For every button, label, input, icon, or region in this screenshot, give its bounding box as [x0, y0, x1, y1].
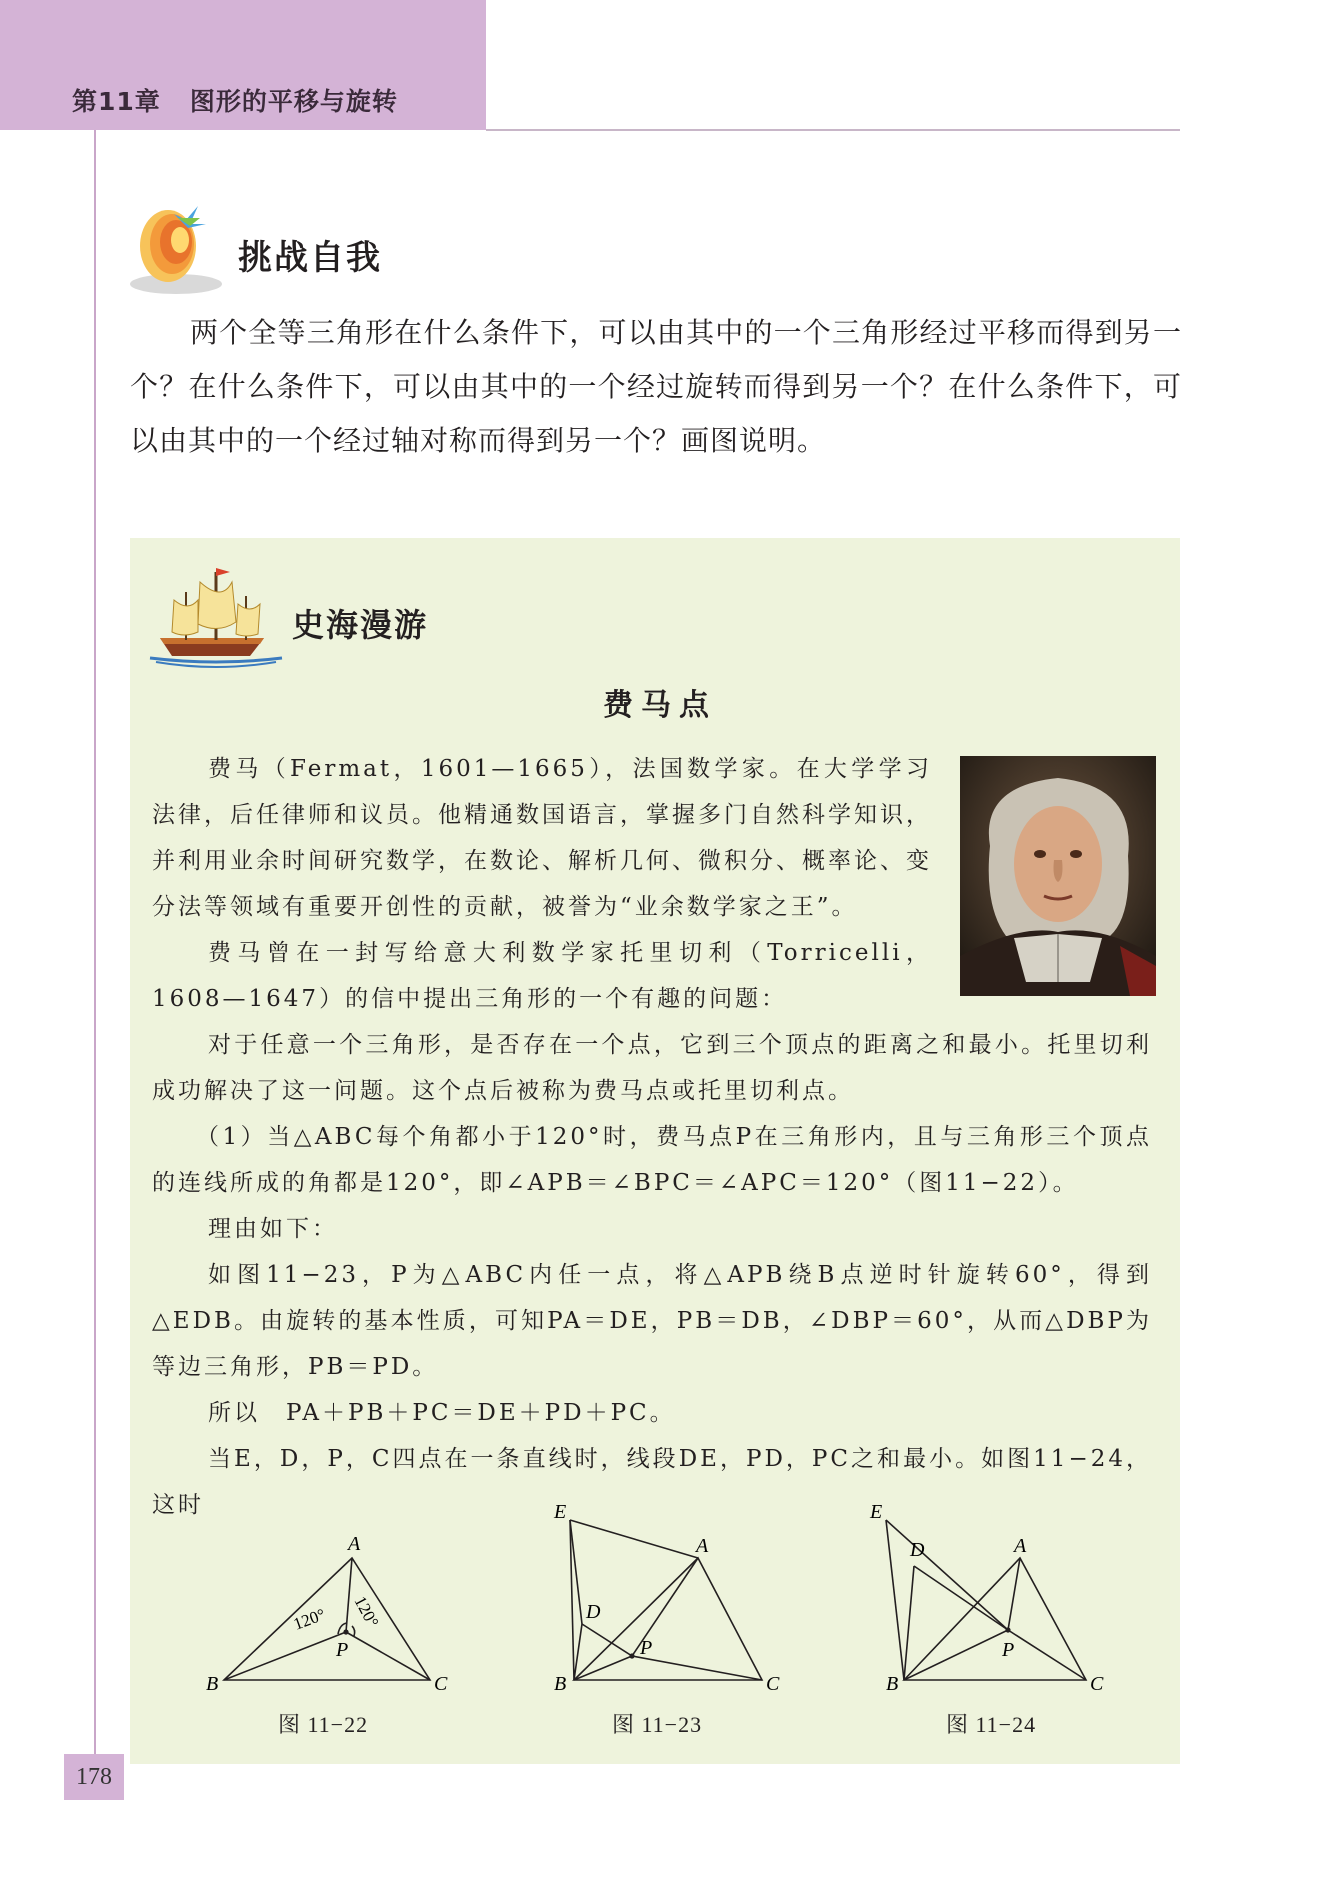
fig1-angle-2: 120° — [350, 1592, 383, 1631]
fig1-label-c: C — [434, 1673, 448, 1695]
page-number: 178 — [64, 1754, 124, 1800]
figure-11-24-caption: 图 11−24 — [946, 1712, 1037, 1737]
fig2-label-d: D — [586, 1601, 601, 1623]
fig2-label-c: C — [766, 1673, 780, 1695]
article-title: 费马点 — [603, 688, 717, 723]
fig2-label-a: A — [696, 1535, 709, 1557]
header-rule — [486, 129, 1180, 131]
fig3-label-b: B — [886, 1673, 899, 1695]
paragraph-2: 费马曾在一封写给意大利数学家托里切利（Torricelli，1608—1647）的信中提出三角形的一个有趣的问题： — [152, 940, 932, 1012]
fig1-label-a: A — [348, 1533, 361, 1555]
fig3-label-e: E — [870, 1501, 883, 1523]
paragraph-6: 如图11−23，P为△ABC内任一点，将△APB绕B点逆时针旋转60°，得到△EDB。由旋转的基本性质，可知PA＝DE，PB＝DB，∠DBP＝60°，从而△DBP为等边三角形，PB＝PD。 — [152, 1262, 1152, 1380]
chapter-title: 图形的平移与旋转 — [189, 87, 398, 116]
figure-11-24 — [862, 1494, 1122, 1700]
fig3-label-p: P — [1002, 1639, 1015, 1661]
fig1-label-p: P — [336, 1639, 349, 1661]
paragraph-4: （1）当△ABC每个角都小于120°时，费马点P在三角形内，且与三角形三个顶点的连线所成的角都是120°，即∠APB＝∠BPC＝∠APC＝120°（图11−22）。 — [152, 1124, 1152, 1196]
paragraph-7: 所以 PA＋PB＋PC＝DE＋PD＋PC。 — [208, 1400, 676, 1426]
fig1-label-b: B — [206, 1673, 219, 1695]
chapter-number: 第11章 — [72, 87, 161, 116]
fig2-label-b: B — [554, 1673, 567, 1695]
ship-icon — [146, 562, 286, 672]
fig3-label-a: A — [1014, 1535, 1027, 1557]
figure-11-22 — [200, 1530, 460, 1700]
figure-11-22-caption: 图 11−22 — [278, 1712, 369, 1737]
paragraph-5: 理由如下： — [208, 1216, 338, 1242]
figure-11-23 — [540, 1496, 800, 1700]
paragraph-1: 费马（Fermat，1601—1665），法国数学家。在大学学习法律，后任律师和议员。他精通数国语言，掌握多门自然科学知识，并利用业余时间研究数学，在数论、解析几何、微积分、概率论、变分法等领域有重要开创性的贡献，被誉为“业余数学家之王”。 — [152, 756, 932, 920]
fig2-label-e: E — [554, 1501, 567, 1523]
fermat-portrait — [960, 756, 1156, 996]
fig1-angle-1: 120° — [290, 1604, 328, 1634]
history-title: 史海漫游 — [292, 606, 429, 644]
challenge-title: 挑战自我 — [238, 238, 382, 278]
fig2-label-p: P — [640, 1637, 653, 1659]
challenge-text: 两个全等三角形在什么条件下，可以由其中的一个三角形经过平移而得到另一个？在什么条件下，可以由其中的一个经过旋转而得到另一个？在什么条件下，可以由其中的一个经过轴对称而得到另一个？画图说明。 — [130, 316, 1182, 457]
target-icon — [128, 196, 228, 296]
paragraph-3: 对于任意一个三角形，是否存在一个点，它到三个顶点的距离之和最小。托里切利成功解决了这一问题。这个点后被称为费马点或托里切利点。 — [152, 1032, 1152, 1104]
margin-line — [94, 130, 96, 1770]
chapter-header — [72, 82, 398, 118]
fig3-label-c: C — [1090, 1673, 1104, 1695]
paragraph-8: 当E，D，P，C四点在一条直线时，线段DE，PD，PC之和最小。如图11−24，这时 — [152, 1446, 1152, 1518]
figure-11-23-caption: 图 11−23 — [612, 1712, 703, 1737]
fig3-label-d: D — [910, 1539, 925, 1561]
